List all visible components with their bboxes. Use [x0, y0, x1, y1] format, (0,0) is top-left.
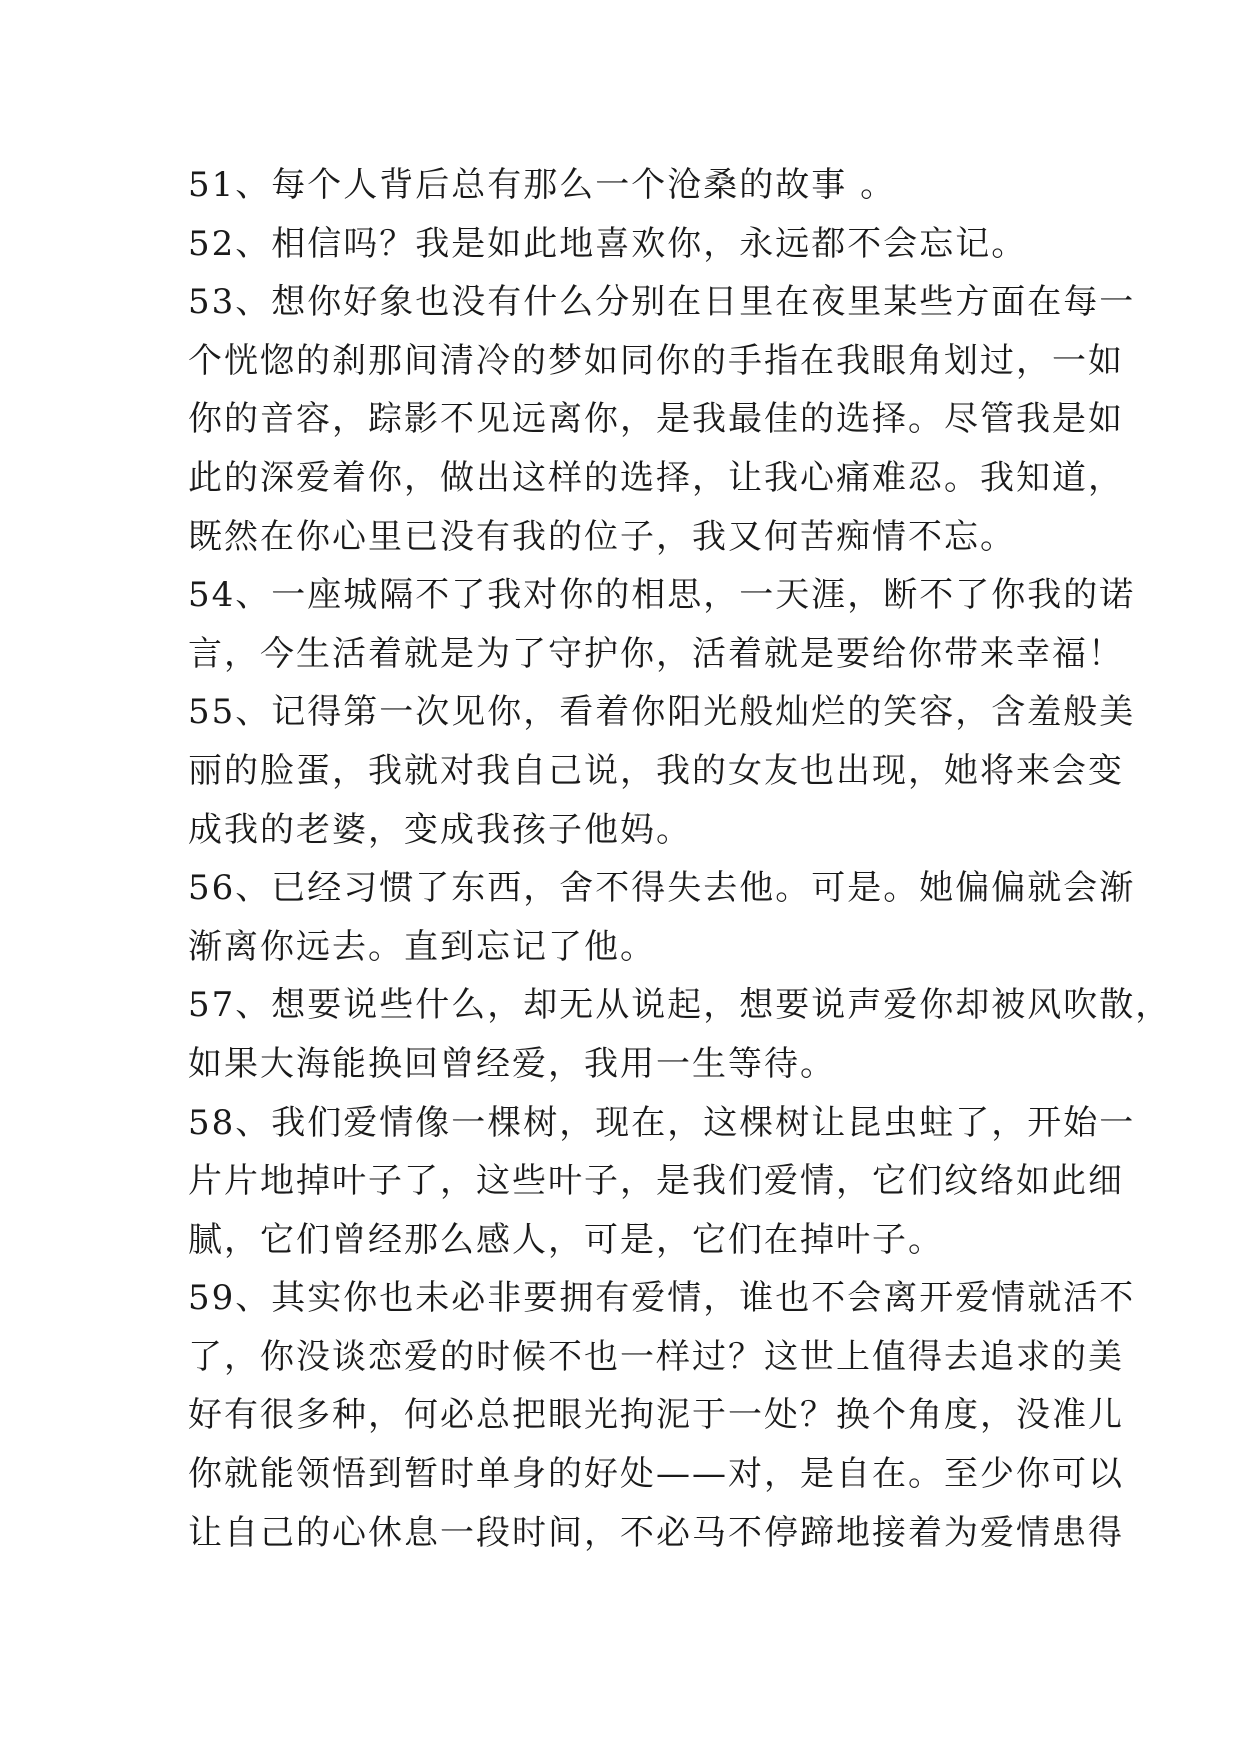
text-line: 54、一座城隔不了我对你的相思，一天涯，断不了你我的诺	[188, 575, 1136, 616]
text-line: 个恍惚的刹那间清冷的梦如同你的手指在我眼角划过，一如	[188, 340, 1124, 381]
text-line: 丽的脸蛋，我就对我自己说，我的女友也出现，她将来会变	[188, 750, 1124, 791]
text-line: 既然在你心里已没有我的位子，我又何苦痴情不忘。	[188, 516, 1016, 557]
text-line: 55、记得第一次见你，看着你阳光般灿烂的笑容，含羞般美	[188, 692, 1136, 733]
text-line: 了，你没谈恋爱的时候不也一样过？这世上值得去追求的美	[188, 1336, 1124, 1377]
text-line: 渐离你远去。直到忘记了他。	[188, 926, 656, 967]
document-body	[188, 156, 1172, 1562]
text-line: 你就能领悟到暂时单身的好处——对，是自在。至少你可以	[188, 1454, 1124, 1495]
text-line: 言，今生活着就是为了守护你，活着就是要给你带来幸福！	[188, 633, 1124, 674]
text-line: 52、相信吗？我是如此地喜欢你，永远都不会忘记。	[188, 223, 1028, 264]
text-line: 59、其实你也未必非要拥有爱情，谁也不会离开爱情就活不	[188, 1278, 1136, 1319]
text-line: 让自己的心休息一段时间，不必马不停蹄地接着为爱情患得	[188, 1512, 1124, 1553]
text-line: 57、想要说些什么，却无从说起，想要说声爱你却被风吹散，	[188, 985, 1172, 1026]
text-line: 如果大海能换回曾经爱，我用一生等待。	[188, 1043, 836, 1084]
text-line: 你的音容，踪影不见远离你，是我最佳的选择。尽管我是如	[188, 399, 1124, 440]
text-line: 53、想你好象也没有什么分别在日里在夜里某些方面在每一	[188, 282, 1136, 323]
text-line: 51、每个人背后总有那么一个沧桑的故事 。	[188, 165, 897, 205]
text-line: 好有很多种，何必总把眼光拘泥于一处？换个角度，没准儿	[188, 1395, 1124, 1436]
text-line: 56、已经习惯了东西，舍不得失去他。可是。她偏偏就会渐	[188, 868, 1136, 909]
text-line: 58、我们爱情像一棵树，现在，这棵树让昆虫蛀了，开始一	[188, 1102, 1136, 1143]
text-line: 此的深爱着你，做出这样的选择，让我心痛难忍。我知道，	[188, 457, 1124, 498]
text-line: 成我的老婆，变成我孩子他妈。	[188, 809, 692, 850]
text-line: 腻，它们曾经那么感人，可是，它们在掉叶子。	[188, 1219, 944, 1260]
text-line: 片片地掉叶子了，这些叶子，是我们爱情，它们纹络如此细	[188, 1161, 1124, 1202]
